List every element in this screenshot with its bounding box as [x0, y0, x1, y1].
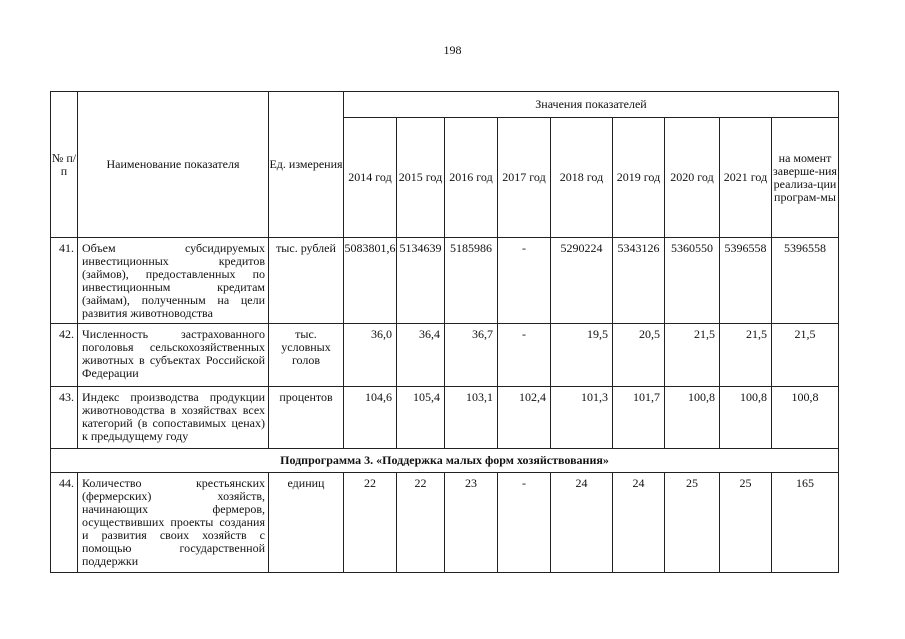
- unit-column-header: Ед. измерения: [269, 92, 344, 238]
- values-group-header: Значения показателей: [344, 92, 839, 118]
- value-cell: 36,4: [397, 324, 445, 387]
- row-number: 43.: [51, 387, 78, 449]
- final-value-header: на момент заверше-ния реализа-ции програм-мы: [772, 118, 839, 238]
- value-cell: 105,4: [397, 387, 445, 449]
- num-column-header: № п/п: [51, 92, 78, 238]
- table-row: [51, 387, 839, 449]
- indicator-unit: тыс. рублей: [269, 238, 344, 324]
- value-cell: -: [498, 324, 551, 387]
- indicator-name: Индекс производства продукции животноводства в хозяйствах всех категорий (в сопоставимых ценах) к предыдущему году: [78, 387, 269, 449]
- value-cell: 21,5: [772, 324, 839, 387]
- value-cell: 25: [720, 473, 772, 573]
- value-cell: 21,5: [665, 324, 720, 387]
- row-number: 44.: [51, 473, 78, 573]
- value-cell: 5360550: [665, 238, 720, 324]
- year-header: 2017 год: [498, 118, 551, 238]
- subprogram-row: [51, 449, 839, 473]
- page-number: 198: [443, 43, 462, 57]
- value-cell: 21,5: [720, 324, 772, 387]
- value-cell: 22: [397, 473, 445, 573]
- row-number: 41.: [51, 238, 78, 324]
- value-cell: 5396558: [720, 238, 772, 324]
- value-cell: 24: [613, 473, 665, 573]
- indicator-unit: тыс. условных голов: [269, 324, 344, 387]
- table-row: [51, 324, 839, 387]
- value-cell: 5185986: [445, 238, 498, 324]
- subprogram-title: Подпрограмма 3. «Поддержка малых форм хозяйствования»: [51, 449, 839, 473]
- value-cell: 22: [344, 473, 397, 573]
- value-cell: 25: [665, 473, 720, 573]
- value-cell: 5134639: [397, 238, 445, 324]
- year-header: 2019 год: [613, 118, 665, 238]
- header-row-1: [51, 92, 839, 118]
- year-header: 2016 год: [445, 118, 498, 238]
- value-cell: 101,3: [551, 387, 613, 449]
- value-cell: 104,6: [344, 387, 397, 449]
- year-header: 2020 год: [665, 118, 720, 238]
- value-cell: 102,4: [498, 387, 551, 449]
- indicator-name: Объем субсидируемых инвестиционных кредитов (займов), предоставленных по инвестиционным кредитам (займам), полученным на цели развития животноводства: [78, 238, 269, 324]
- year-header: 2015 год: [397, 118, 445, 238]
- indicators-table: [50, 91, 839, 573]
- value-cell: 101,7: [613, 387, 665, 449]
- value-cell: 165: [772, 473, 839, 573]
- value-cell: 5396558: [772, 238, 839, 324]
- value-cell: 24: [551, 473, 613, 573]
- table-row: [51, 473, 839, 573]
- value-cell: -: [498, 238, 551, 324]
- value-cell: 23: [445, 473, 498, 573]
- year-header: 2021 год: [720, 118, 772, 238]
- value-cell: 100,8: [665, 387, 720, 449]
- year-header: 2018 год: [551, 118, 613, 238]
- value-cell: 36,7: [445, 324, 498, 387]
- value-cell: 5083801,6: [344, 238, 397, 324]
- value-cell: 5343126: [613, 238, 665, 324]
- value-cell: 20,5: [613, 324, 665, 387]
- year-header: 2014 год: [344, 118, 397, 238]
- indicator-name: Количество крестьянских (фермерских) хозяйств, начинающих фермеров, осуществивших проекты создания и развития своих хозяйств с помощью государственной поддержки: [78, 473, 269, 573]
- value-cell: 5290224: [551, 238, 613, 324]
- value-cell: 103,1: [445, 387, 498, 449]
- value-cell: 100,8: [772, 387, 839, 449]
- value-cell: 36,0: [344, 324, 397, 387]
- name-column-header: Наименование показателя: [78, 92, 269, 238]
- indicator-unit: единиц: [269, 473, 344, 573]
- value-cell: -: [498, 473, 551, 573]
- table-row: [51, 238, 839, 324]
- row-number: 42.: [51, 324, 78, 387]
- value-cell: 100,8: [720, 387, 772, 449]
- indicator-name: Численность застрахованного поголовья сельскохозяйственных животных в субъектах Российской Федерации: [78, 324, 269, 387]
- indicator-unit: процентов: [269, 387, 344, 449]
- value-cell: 19,5: [551, 324, 613, 387]
